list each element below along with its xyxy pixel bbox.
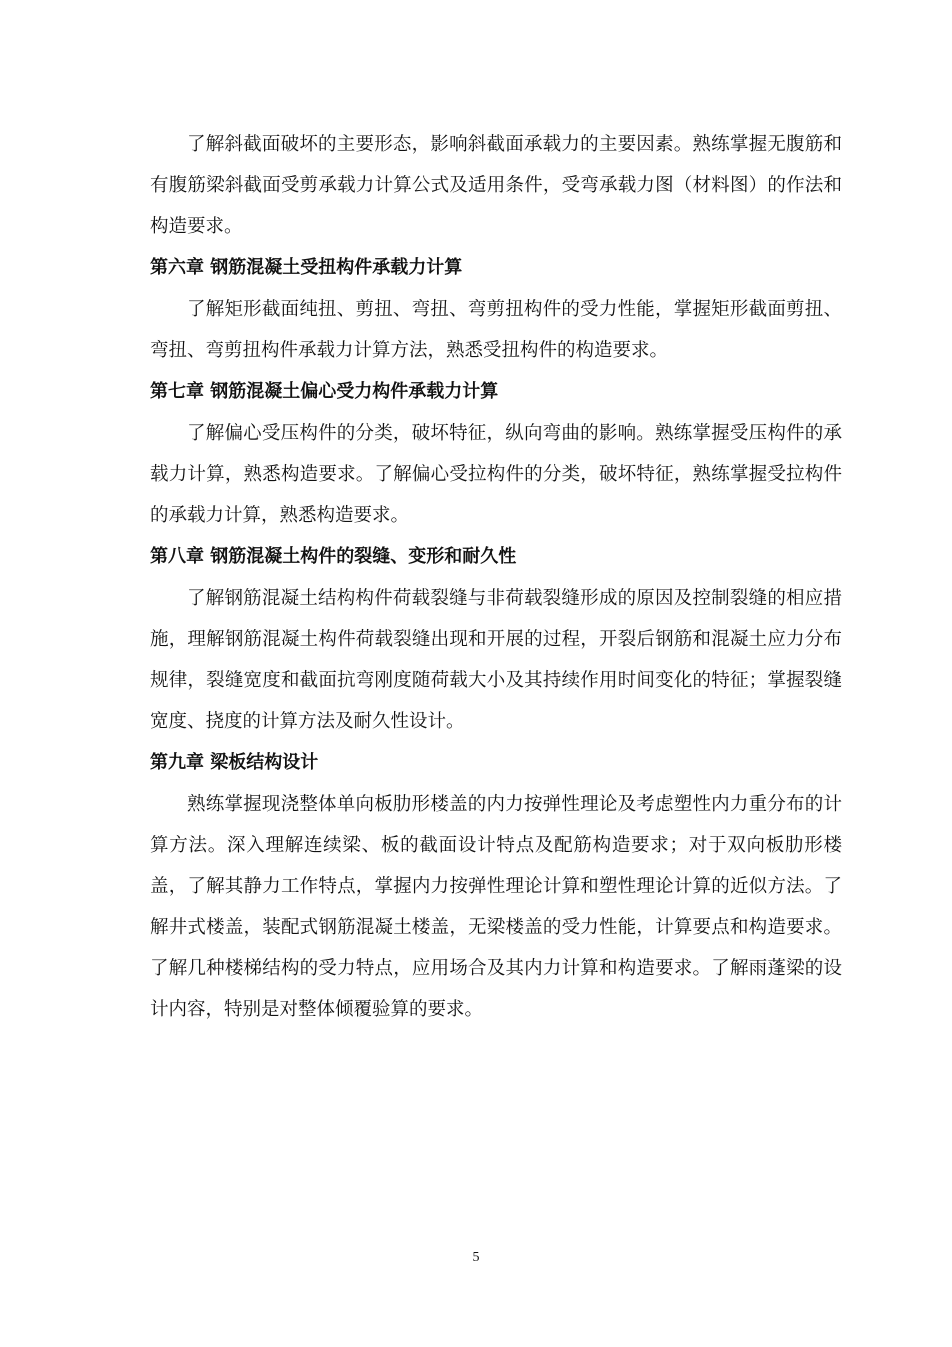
chapter-9-heading: 第九章 梁板结构设计 (150, 752, 319, 773)
section-5-continuation-paragraph: 了解斜截面破坏的主要形态，影响斜截面承载力的主要因素。熟练掌握无腹筋和有腹筋梁斜截面受剪承载力计算公式及适用条件，受弯承载力图（材料图）的作法和构造要求。 (150, 134, 842, 237)
chapter-9-paragraph: 熟练掌握现浇整体单向板肋形楼盖的内力按弹性理论及考虑塑性内力重分布的计算方法。深入理解连续梁、板的截面设计特点及配筋构造要求；对于双向板肋形楼盖，了解其静力工作特点，掌握内力按弹性理论计算和塑性理论计算的近似方法。了解井式楼盖，装配式钢筋混凝土楼盖，无梁楼盖的受力性能，计算要点和构造要求。了解几种楼梯结构的受力特点，应用场合及其内力计算和构造要求。了解雨蓬梁的设计内容，特别是对整体倾覆验算的要求。 (150, 794, 842, 1020)
page-content (150, 124, 842, 1030)
chapter-7-paragraph: 了解偏心受压构件的分类，破坏特征，纵向弯曲的影响。熟练掌握受压构件的承载力计算，熟悉构造要求。了解偏心受拉构件的分类，破坏特征，熟练掌握受拉构件的承载力计算，熟悉构造要求。 (150, 423, 842, 526)
chapter-8-paragraph: 了解钢筋混凝土结构构件荷载裂缝与非荷载裂缝形成的原因及控制裂缝的相应措施，理解钢筋混凝土构件荷载裂缝出现和开展的过程，开裂后钢筋和混凝土应力分布规律，裂缝宽度和截面抗弯刚度随荷载大小及其持续作用时间变化的特征；掌握裂缝宽度、挠度的计算方法及耐久性设计。 (150, 588, 842, 732)
chapter-7-heading: 第七章 钢筋混凝土偏心受力构件承载力计算 (150, 381, 499, 402)
page-number: 5 (472, 1250, 480, 1265)
chapter-6-heading: 第六章 钢筋混凝土受扭构件承载力计算 (150, 257, 463, 278)
chapter-8-heading: 第八章 钢筋混凝土构件的裂缝、变形和耐久性 (150, 546, 517, 567)
chapter-6-paragraph: 了解矩形截面纯扭、剪扭、弯扭、弯剪扭构件的受力性能，掌握矩形截面剪扭、弯扭、弯剪扭构件承载力计算方法，熟悉受扭构件的构造要求。 (150, 299, 842, 361)
